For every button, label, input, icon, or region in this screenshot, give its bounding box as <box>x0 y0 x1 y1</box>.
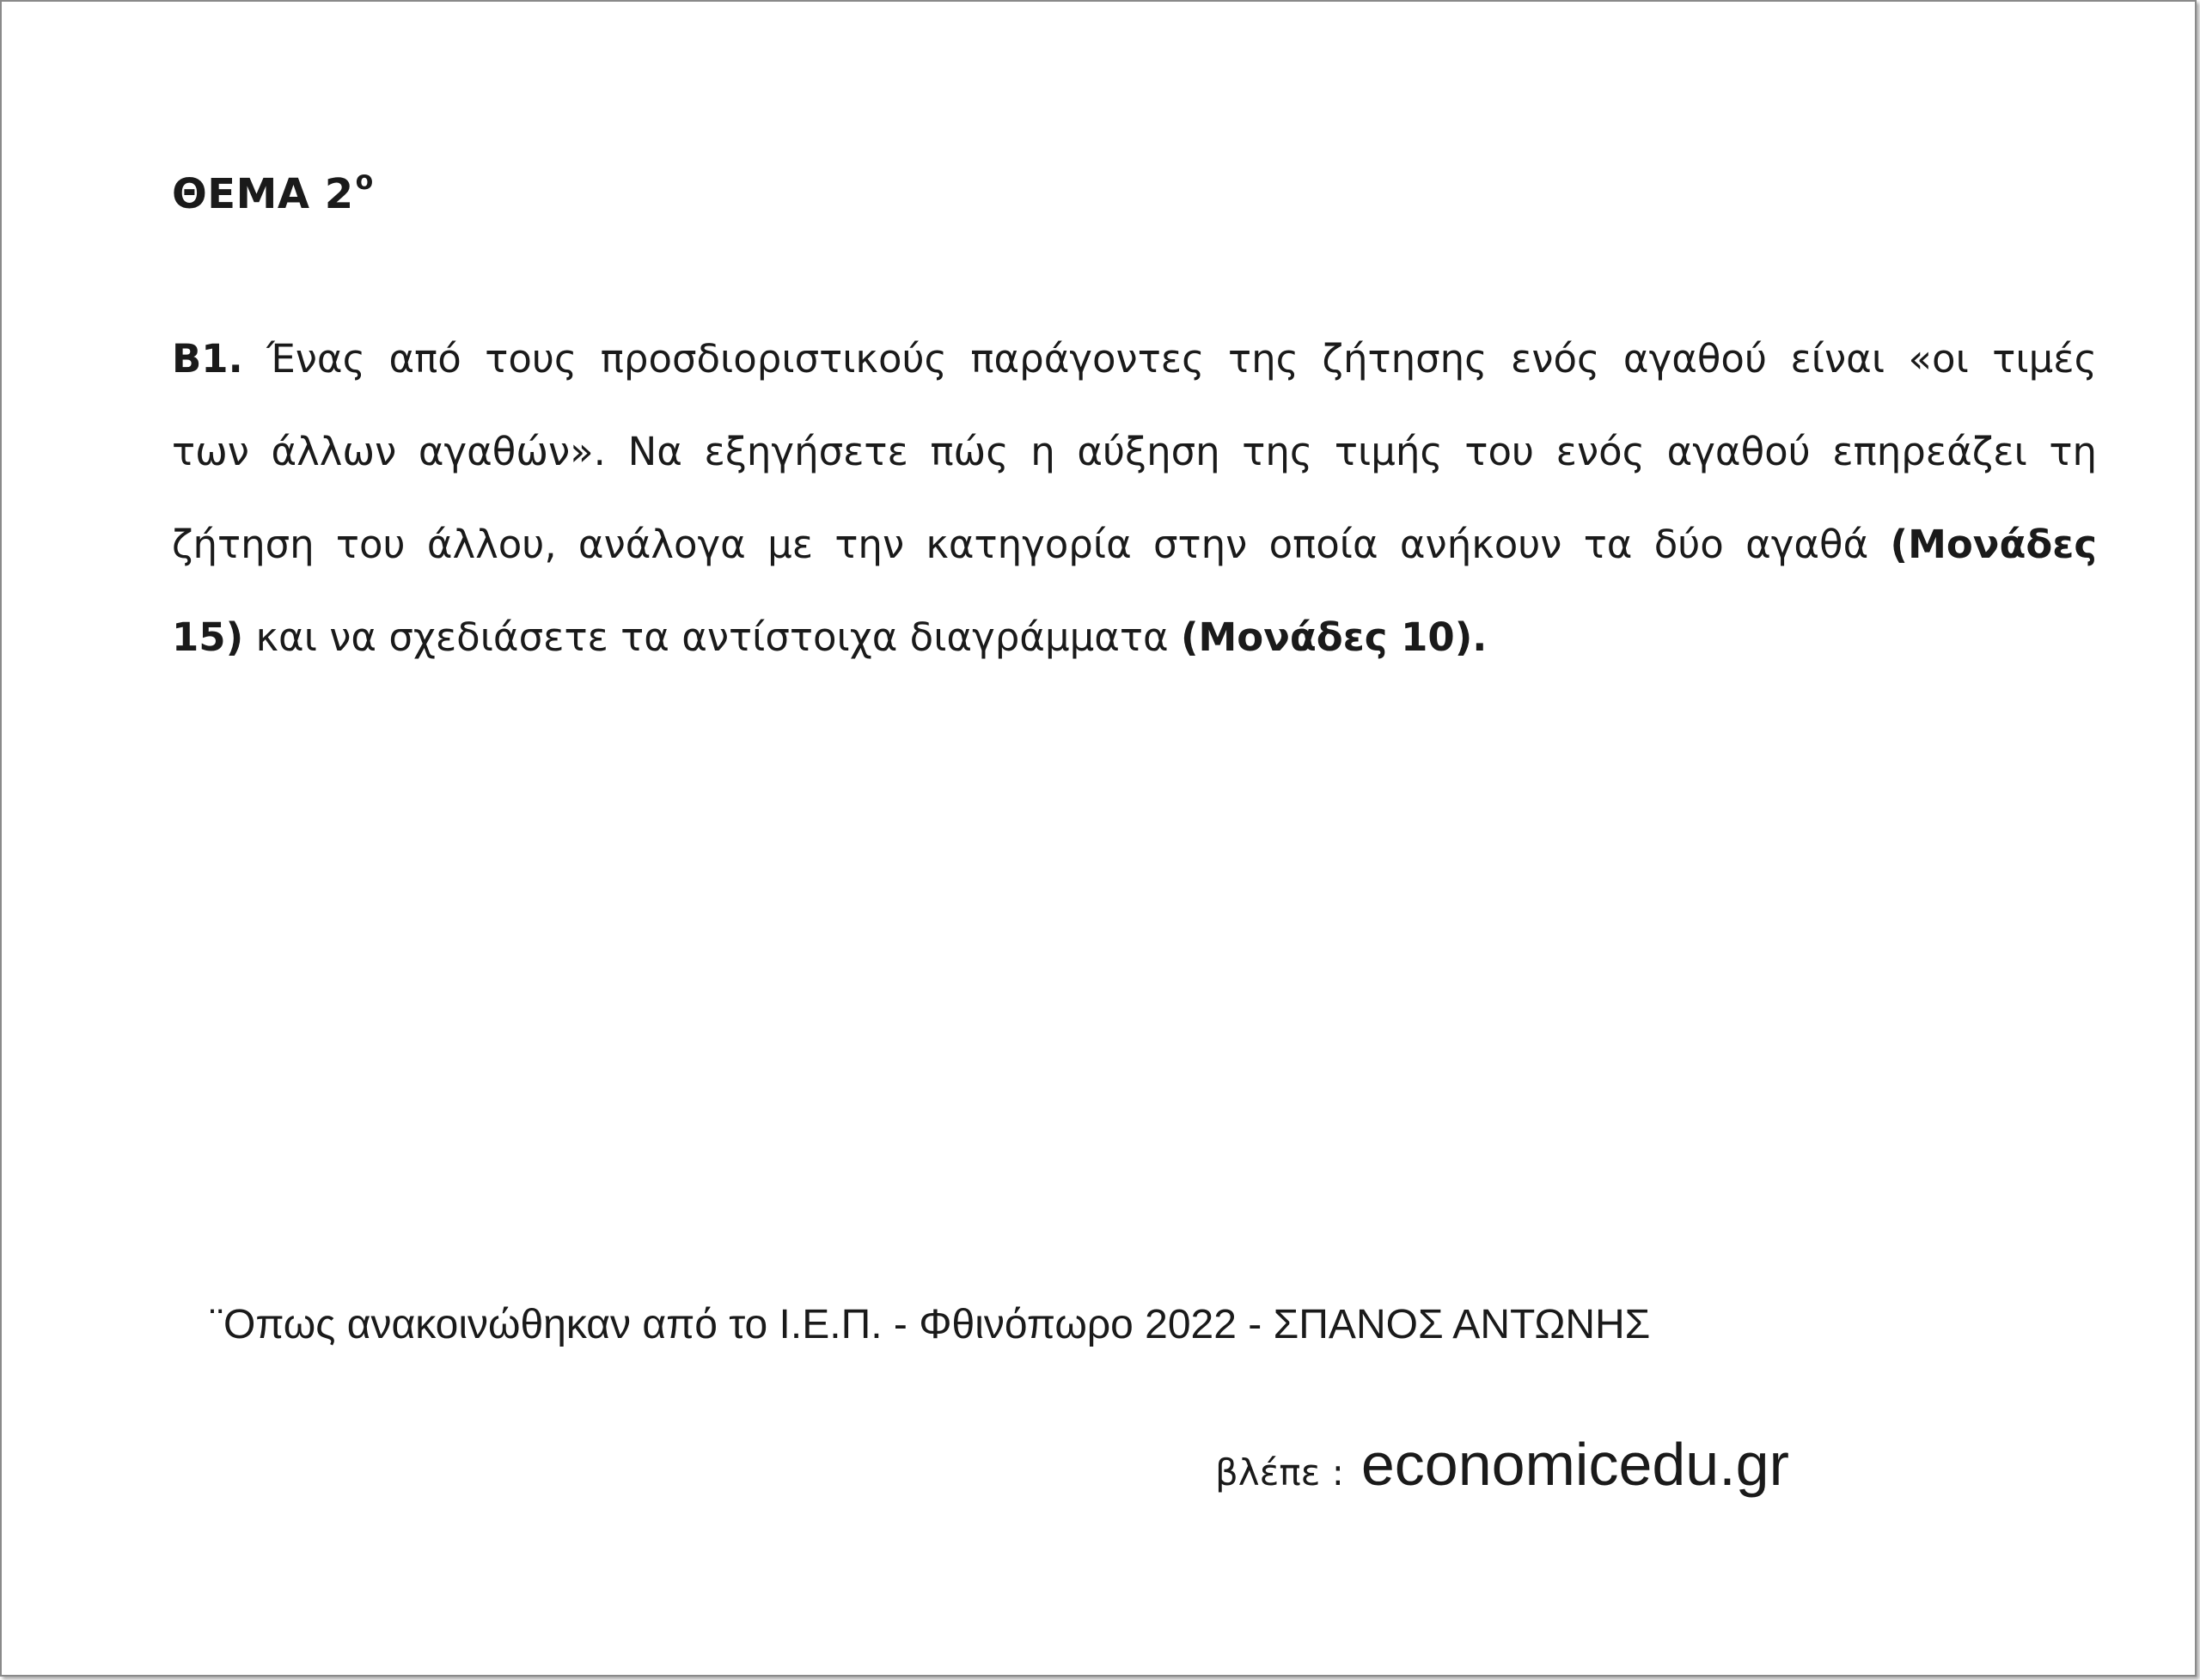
section-title-superscript: ο <box>355 166 374 196</box>
question-text-line-3: ζήτηση του άλλου, ανάλογα με την κατηγορία στην οποία ανήκουν τα δύο αγαθά <box>172 522 1869 567</box>
question-text-line-4: και να σχεδιάσετε τα αντίστοιχα διαγράμματα <box>255 614 1169 660</box>
points-first-part-a: (Μονάδες <box>1890 522 2098 567</box>
question-label: Β1. <box>172 336 243 382</box>
question-text-line-1: Ένας από τους προσδιοριστικούς παράγοντες της ζήτησης ενός αγαθού είναι «οι τιμές <box>266 336 2097 382</box>
question-line-3 <box>172 498 2097 591</box>
section-title-text: ΘΕΜΑ 2 <box>172 170 354 218</box>
question-text-line-2: των άλλων αγαθών». Να εξηγήσετε πώς η αύξηση της τιμής του ενός αγαθού επηρεάζει τη <box>172 429 2097 474</box>
question-end-punctuation: . <box>1472 614 1488 660</box>
see-label: βλέπε : <box>1215 1451 1344 1494</box>
question-line-1 <box>172 313 2097 406</box>
source-note: ¨Οπως ανακοινώθηκαν από το Ι.Ε.Π. - Φθινόπωρο 2022 - ΣΠΑΝΟΣ ΑΝΤΩΝΗΣ <box>210 1302 1651 1347</box>
question-b1 <box>172 313 2097 684</box>
website-reference <box>1215 1430 1789 1499</box>
website-link[interactable]: economicedu.gr <box>1360 1431 1789 1498</box>
points-second: (Μονάδες 10) <box>1180 614 1473 660</box>
points-first-part-b: 15) <box>172 614 244 660</box>
section-title <box>172 166 374 218</box>
question-line-4 <box>172 591 2097 684</box>
question-line-2 <box>172 406 2097 498</box>
